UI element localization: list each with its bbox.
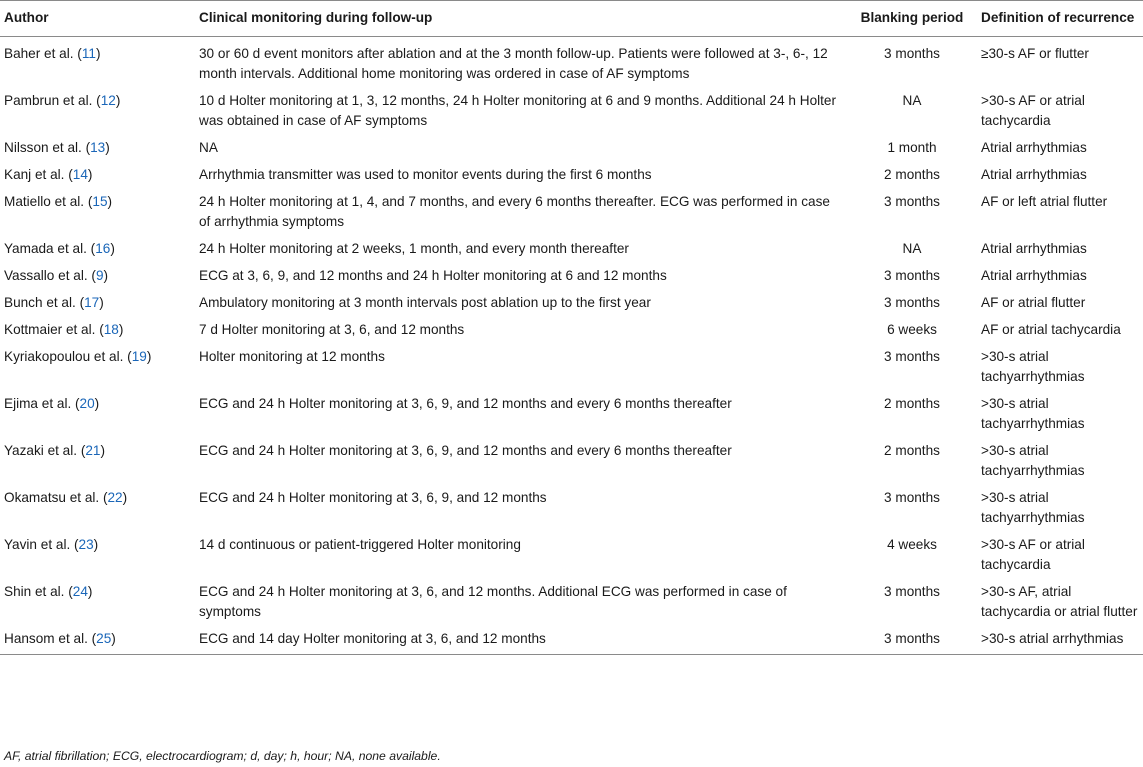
monitoring-cell: ECG and 24 h Holter monitoring at 3, 6, 9, and 12 months and every 6 months thereafter (199, 443, 732, 458)
author-name: Yazaki et al. ( (4, 443, 86, 458)
blanking-cell: 2 months (884, 396, 940, 411)
blanking-cell: 1 month (887, 140, 937, 155)
author-cell (0, 132, 195, 159)
author-name-end: ) (146, 349, 152, 364)
definition-cell: >30-s atrial arrhythmias (981, 631, 1124, 646)
author-name: Vassallo et al. ( (4, 268, 96, 283)
header-row (0, 1, 1143, 37)
definition-cell: Atrial arrhythmias (981, 167, 1087, 182)
header-blanking: Blanking period (860, 10, 964, 25)
blanking-cell: 2 months (884, 167, 940, 182)
reference-link[interactable]: 17 (84, 295, 100, 310)
author-cell (0, 482, 195, 529)
author-name: Pambrun et al. ( (4, 93, 101, 108)
table-row (0, 576, 1143, 623)
author-cell (0, 623, 195, 655)
blanking-cell: 2 months (884, 443, 940, 458)
monitoring-cell: Ambulatory monitoring at 3 month intervals post ablation up to the first year (199, 295, 651, 310)
author-name-end: ) (103, 268, 109, 283)
definition-cell: >30-s atrial tachyarrhythmias (981, 490, 1085, 525)
author-name-end: ) (115, 93, 121, 108)
author-cell (0, 529, 195, 576)
monitoring-cell: 24 h Holter monitoring at 2 weeks, 1 month, and every month thereafter (199, 241, 629, 256)
author-name-end: ) (87, 167, 93, 182)
reference-link[interactable]: 13 (90, 140, 106, 155)
author-name: Matiello et al. ( (4, 194, 93, 209)
author-name: Kottmaier et al. ( (4, 322, 104, 337)
monitoring-cell: ECG and 24 h Holter monitoring at 3, 6, and 12 months. Additional ECG was performed in case of symptoms (199, 584, 787, 619)
blanking-cell: 3 months (884, 46, 940, 61)
reference-link[interactable]: 12 (100, 93, 116, 108)
author-name-end: ) (87, 584, 93, 599)
header-definition: Definition of recurrence (981, 10, 1135, 25)
header-author: Author (4, 10, 49, 25)
definition-cell: Atrial arrhythmias (981, 268, 1087, 283)
blanking-cell: 6 weeks (887, 322, 937, 337)
reference-link[interactable]: 22 (107, 490, 123, 505)
definition-cell: >30-s AF or atrial tachycardia (981, 93, 1085, 128)
reference-link[interactable]: 25 (96, 631, 112, 646)
reference-link[interactable]: 21 (85, 443, 101, 458)
author-name-end: ) (110, 241, 115, 256)
author-cell (0, 341, 195, 388)
table-row (0, 287, 1143, 314)
table-row (0, 529, 1143, 576)
author-name: Yamada et al. ( (4, 241, 96, 256)
monitoring-cell: 30 or 60 d event monitors after ablation and at the 3 month follow-up. Patients were followed at 3-, 6-, 12 month intervals. Additional home monitoring was ordered in case of AF symptoms (199, 46, 828, 81)
definition-cell: Atrial arrhythmias (981, 241, 1087, 256)
monitoring-cell: ECG and 14 day Holter monitoring at 3, 6, and 12 months (199, 631, 546, 646)
definition-cell: >30-s atrial tachyarrhythmias (981, 396, 1085, 431)
definition-cell: >30-s atrial tachyarrhythmias (981, 349, 1085, 384)
author-cell (0, 260, 195, 287)
author-cell (0, 159, 195, 186)
table-row (0, 314, 1143, 341)
table-row (0, 388, 1143, 435)
blanking-cell: 3 months (884, 295, 940, 310)
author-cell (0, 85, 195, 132)
reference-link[interactable]: 14 (72, 167, 88, 182)
author-cell (0, 186, 195, 233)
reference-link[interactable]: 16 (95, 241, 111, 256)
definition-cell: >30-s AF, atrial tachycardia or atrial flutter (981, 584, 1138, 619)
definition-cell: AF or atrial flutter (981, 295, 1086, 310)
author-cell (0, 314, 195, 341)
blanking-cell: NA (902, 93, 922, 108)
author-name: Kanj et al. ( (4, 167, 73, 182)
table-row (0, 85, 1143, 132)
monitoring-cell: 14 d continuous or patient-triggered Holter monitoring (199, 537, 521, 552)
author-name-end: ) (107, 194, 113, 209)
reference-link[interactable]: 23 (78, 537, 94, 552)
reference-link[interactable]: 20 (79, 396, 95, 411)
table-row (0, 186, 1143, 233)
blanking-cell: 3 months (884, 490, 940, 505)
author-cell (0, 388, 195, 435)
table-body (0, 37, 1143, 655)
author-name-end: ) (100, 443, 105, 458)
table-row (0, 159, 1143, 186)
table-header (0, 1, 1143, 37)
table-footnote: AF, atrial fibrillation; ECG, electrocardiogram; d, day; h, hour; NA, none available. (4, 749, 441, 763)
monitoring-cell: ECG and 24 h Holter monitoring at 3, 6, 9, and 12 months (199, 490, 547, 505)
table-row (0, 623, 1143, 655)
blanking-cell: 3 months (884, 584, 940, 599)
author-cell (0, 435, 195, 482)
author-name: Kyriakopoulou et al. ( (4, 349, 132, 364)
author-name-end: ) (94, 396, 100, 411)
reference-link[interactable]: 24 (72, 584, 88, 599)
table-row (0, 435, 1143, 482)
definition-cell: ≥30-s AF or flutter (981, 46, 1089, 61)
author-name-end: ) (99, 295, 104, 310)
table-row (0, 37, 1143, 86)
definition-cell: AF or atrial tachycardia (981, 322, 1121, 337)
author-cell (0, 233, 195, 260)
reference-link[interactable]: 15 (92, 194, 108, 209)
blanking-cell: 3 months (884, 268, 940, 283)
monitoring-cell: Arrhythmia transmitter was used to monitor events during the first 6 months (199, 167, 652, 182)
author-name-end: ) (118, 322, 124, 337)
monitoring-cell: ECG and 24 h Holter monitoring at 3, 6, 9, and 12 months and every 6 months thereafter (199, 396, 732, 411)
author-name-end: ) (122, 490, 128, 505)
author-name: Baher et al. ( (4, 46, 82, 61)
reference-link[interactable]: 18 (103, 322, 119, 337)
monitoring-cell: 10 d Holter monitoring at 1, 3, 12 months, 24 h Holter monitoring at 6 and 9 months. Additional 24 h Holter was obtained in case of AF symptoms (199, 93, 837, 128)
author-name: Okamatsu et al. ( (4, 490, 108, 505)
author-name-end: ) (111, 631, 116, 646)
header-monitoring: Clinical monitoring during follow-up (199, 10, 433, 25)
author-cell (0, 287, 195, 314)
monitoring-cell: NA (199, 140, 218, 155)
monitoring-cell: 24 h Holter monitoring at 1, 4, and 7 months, and every 6 months thereafter. ECG was performed in case of arrhythmia symptoms (199, 194, 830, 229)
blanking-cell: 3 months (884, 349, 940, 364)
table-row (0, 341, 1143, 388)
reference-link[interactable]: 11 (81, 46, 96, 61)
table-row (0, 132, 1143, 159)
definition-cell: Atrial arrhythmias (981, 140, 1087, 155)
table-row (0, 260, 1143, 287)
author-name: Yavin et al. ( (4, 537, 79, 552)
author-name-end: ) (105, 140, 110, 155)
author-name: Bunch et al. ( (4, 295, 85, 310)
monitoring-cell: ECG at 3, 6, 9, and 12 months and 24 h Holter monitoring at 6 and 12 months (199, 268, 667, 283)
blanking-cell: 3 months (884, 631, 940, 646)
author-cell (0, 37, 195, 86)
author-name: Hansom et al. ( (4, 631, 97, 646)
blanking-cell: 3 months (884, 194, 940, 209)
author-name: Nilsson et al. ( (4, 140, 91, 155)
monitoring-cell: 7 d Holter monitoring at 3, 6, and 12 months (199, 322, 465, 337)
definition-cell: >30-s AF or atrial tachycardia (981, 537, 1085, 572)
table-row (0, 233, 1143, 260)
author-cell (0, 576, 195, 623)
table-row (0, 482, 1143, 529)
author-name-end: ) (93, 537, 99, 552)
definition-cell: >30-s atrial tachyarrhythmias (981, 443, 1085, 478)
blanking-cell: 4 weeks (887, 537, 937, 552)
author-name: Ejima et al. ( (4, 396, 80, 411)
reference-link[interactable]: 9 (95, 268, 104, 283)
blanking-cell: NA (902, 241, 922, 256)
author-name: Shin et al. ( (4, 584, 73, 599)
reference-link[interactable]: 19 (131, 349, 147, 364)
definition-cell: AF or left atrial flutter (981, 194, 1108, 209)
monitoring-cell: Holter monitoring at 12 months (199, 349, 385, 364)
author-name-end: ) (95, 46, 101, 61)
